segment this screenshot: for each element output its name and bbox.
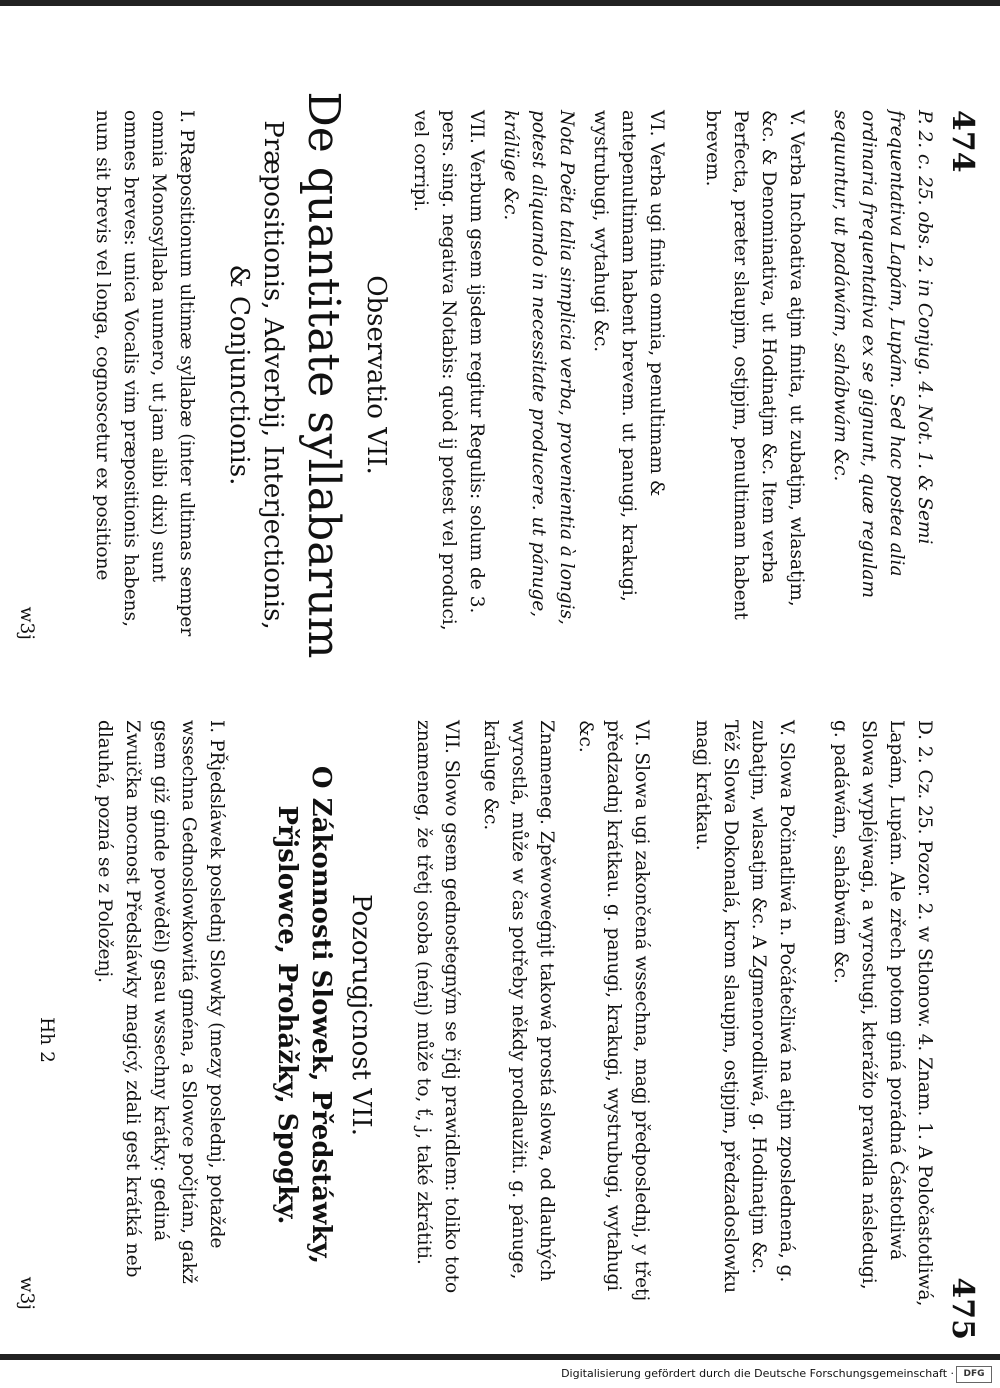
page-number: 475 (945, 1277, 980, 1340)
nota-paragraph: Nota Poëta talia simplicia verba, provenientia à longis, potest aliquando in necessitate producere. ut pánuge, králüge &c. (500, 110, 577, 625)
catchword: w3j (16, 1276, 37, 1310)
digitization-footer (0, 1360, 1000, 1388)
rule-vi: VI. Verba ugi finita omnia, penultimam & antepenultimam habent brevem. ut panugi, krakugi, wystrubugi, wytahugi &c. (590, 110, 667, 602)
catchword: w3j (16, 606, 37, 640)
znameneg-paragraph: Znameneg. Zpěwoweǵnjt takowá prostá slowa, od dlauhých wyrostlá, může w čas potřeby někdy prodlaužiti. g. pánuge, králuge &c. (480, 720, 557, 1282)
dfg-logo-icon: DFG (956, 1366, 992, 1383)
section-subheading: Præpositionis, Adverbij, Interjectionis, & Conjunctionis. (224, 120, 288, 630)
observation-title: Observatio VII. (361, 275, 391, 475)
rule-v: V. Slowa Počinatliwá n. Počátečliwá na atjm zposlednená, g. zubatjm, wlasatjm &c. A Zgmenorodliwá, g. Hodinatjm &c. Též Slowa Dokonalá, krom slaupjm, ostjpjm, předzadoslowku magj krátkau. (692, 720, 797, 1294)
rule-vii: VII. Slowo gsem gednostegným se řjdj prawidlem: toliko toto znameneg, že třetj osoba (nénj) může to, ť, j, také zkrátiti. (413, 720, 462, 1294)
page-475 (0, 680, 1000, 1360)
rule-vi: VI. Slowa ugi zakončená wssechna, magj předposlednj, y třetj předzadnj krátkau. g. panugi, krakugi, wystrubugi, wytahugi &c. (575, 720, 652, 1302)
rule-i: I. PŘjedsláwek poslednj Slowky (mezy poslednj, potažde wssechna Gednoslowkowitá gména, a Slowce počjtám, gakž gsem giž ginde powěděl) gsau wssechny krátky: gediná Zwuička mocnost Předsláwky magicý, zdali gest krátká neb dlauhá, pozná se z Položenj. (94, 720, 227, 1284)
page-474 (0, 0, 1000, 680)
intro-paragraph: D. 2. Cz. 25. Pozor. 2. w Stlonow. 4. Znam. 1. A Poločastotliwá, Lapám, Lupám. Ale zřech potom giná porádná Částotliwá Slowa wypléjwagi, a wyrostugi, kterážto prawidla následugi, g. padáwám, sahábwám &c. (830, 720, 935, 1307)
observation-title: Pozorugjcnost VII. (346, 894, 376, 1136)
rule-i: I. PRæpositionum ultimæ syllabæ (inter ultimas semper omnia Monosyllaba numero, ut jam alibi dixi) sunt omnes breves: unica Vocalis vim præpositionis habens, num sit brevis vel longa, cognoscetur ex positione (92, 110, 197, 637)
section-heading: De quantitate syllabarum (298, 91, 349, 659)
intro-paragraph: P. 2. c. 25. obs. 2. in Conjug. 4. Not. 1. & Semi frequentativa Lapám, Lupám. Sed hac postea alia ordinaria frequentativa ex se gignunt, quæ regulam sequuntur, ut padáwám, sahábwám &c. (830, 110, 935, 598)
section-heading: O Zákonnosti Slowek, Předstáwky, Přjslowce, Prohážky, Spogky. (272, 765, 336, 1265)
signature-mark: Hh 2 (36, 1017, 57, 1063)
rule-v: V. Verba Inchoativa atjm finita, ut zubatjm, wlasatjm, &c. & Denominativa, ut Hodinatjm &c. Item verba Perfecta, præter slaupjm, ostjpjm, penultimam habent brevem. (702, 110, 807, 620)
page-number: 474 (945, 110, 980, 173)
rule-vii: VII. Verbum gsem ijsdem regitur Regulis: solum de 3. pers. sing. negativa Notabis: quòd ij potest vel produci, vel corripi. (410, 110, 487, 631)
funding-note: Digitalisierung gefördert durch die Deutsche Forschungsgemeinschaft · (561, 1367, 954, 1380)
